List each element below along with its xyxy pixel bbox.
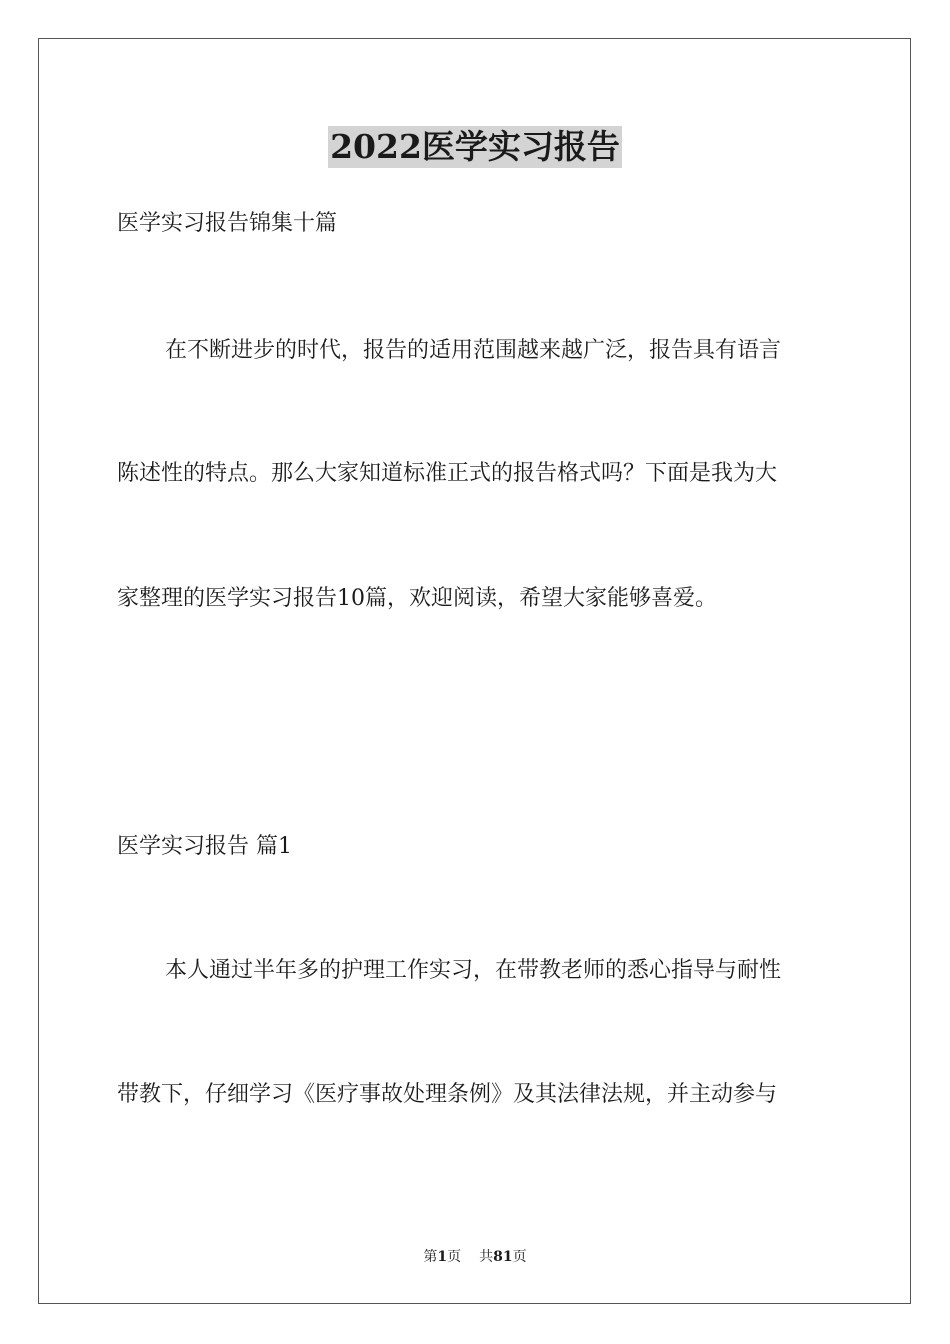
total-prefix: 共 [479,1249,494,1265]
document-subtitle: 医学实习报告锦集十篇 [117,211,338,236]
document-title [0,126,950,168]
current-page-number: 1 [437,1249,448,1265]
total-page-count: 81 [493,1249,513,1265]
section-heading: 医学实习报告 篇1 [117,834,292,859]
section-paragraph-line-1: 本人通过半年多的护理工作实习，在带教老师的悉心指导与耐性 [165,958,782,983]
page-suffix: 页 [447,1249,462,1265]
total-suffix: 页 [512,1249,527,1265]
intro-paragraph-line-2: 陈述性的特点。那么大家知道标准正式的报告格式吗？下面是我为大 [117,461,778,486]
intro-paragraph-line-1: 在不断进步的时代，报告的适用范围越来越广泛，报告具有语言 [165,338,782,363]
intro-paragraph-line-3: 家整理的医学实习报告10篇，欢迎阅读，希望大家能够喜爱。 [117,586,717,611]
page-prefix: 第 [423,1249,438,1265]
document-title-text: 2022医学实习报告 [330,127,620,166]
page-footer [0,1248,950,1266]
section-paragraph-line-2: 带教下，仔细学习《医疗事故处理条例》及其法律法规，并主动参与 [117,1082,778,1107]
